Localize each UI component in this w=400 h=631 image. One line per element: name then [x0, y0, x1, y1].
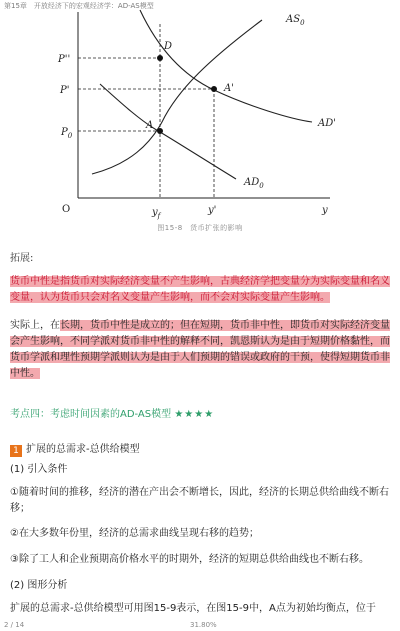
- label-p0-sub: 0: [67, 132, 73, 140]
- neutrality-paragraph: [10, 274, 390, 306]
- label-as0: [285, 14, 305, 27]
- item-conditions-heading: (1) 引入条件: [10, 464, 68, 475]
- ad-as-chart: [0, 4, 400, 224]
- label-ad0-main: AD: [244, 177, 260, 188]
- bottom-bar: [0, 619, 400, 631]
- progress-percent: 31.80%: [190, 621, 217, 629]
- label-p0: [60, 127, 73, 140]
- label-point-a: A: [146, 120, 154, 131]
- label-point-aprime: A': [224, 83, 234, 94]
- label-ad0: [243, 177, 264, 190]
- label-as0-main: AS: [286, 14, 301, 25]
- label-p2: P'': [58, 54, 71, 65]
- short-run-highlight: 长期，货币中性是成立的；但在短期，货币非中性，即货币对实际经济变量会产生影响，不同学派对货币非中性的解释不同，凯恩斯认为是由于短期价格黏性，而货币学派和理性预期学派则认为是由于人们预期的错误或政府的干预，使得短期货币非中性。: [10, 320, 390, 379]
- label-y: y: [322, 205, 328, 216]
- label-yf: [151, 207, 162, 220]
- label-point-d: D: [164, 41, 173, 52]
- label-p0-main: P: [61, 127, 68, 138]
- ad-as-figure: [0, 4, 400, 224]
- item-condition-1: ①随着时间的推移，经济的潜在产出会不断增长，因此，经济的长期总供给曲线不断右移；: [10, 487, 389, 514]
- figure-caption: 图15-8 货币扩张的影响: [157, 224, 243, 232]
- label-yf-main: y: [152, 207, 158, 218]
- curve-adprime: [140, 10, 312, 122]
- label-yf-sub: f: [157, 212, 161, 220]
- item-condition-2: ②在大多数年份里，经济的总需求曲线呈现右移的趋势；: [10, 528, 259, 539]
- point-aprime: [211, 86, 217, 92]
- label-origin: O: [62, 204, 71, 215]
- page-counter: 2 / 14: [4, 621, 25, 629]
- curve-as0: [92, 20, 262, 174]
- axes: [78, 12, 330, 198]
- short-run-prefix: 实际上，在: [10, 320, 60, 331]
- neutrality-highlight: 货币中性是指货币对实际经济变量不产生影响，古典经济学把变量分为实际变量和名义变量，认为货币只会对名义变量产生影响，而不会对实际变量产生影响。: [10, 276, 390, 303]
- label-yprime: y': [208, 205, 217, 216]
- point-d: [157, 55, 163, 61]
- point-a: [157, 128, 163, 134]
- item-graph-text: 扩展的总需求-总供给模型可用图15-9表示，在图15-9中，A点为初始均衡点，位于: [10, 603, 376, 614]
- label-ad0-sub: 0: [259, 182, 264, 190]
- label-as0-sub: 0: [300, 19, 305, 27]
- item-condition-3: ③除了工人和企业预期高价格水平的时期外，经济的短期总供给曲线也不断右移。: [10, 554, 369, 565]
- item-graph-heading: (2) 图形分析: [10, 580, 68, 591]
- key-point-text: 考点四：考虑时间因素的AD-AS模型: [10, 409, 172, 420]
- subsection-heading: [10, 440, 140, 457]
- subsection-heading-text: 扩展的总需求-总供给模型: [26, 444, 140, 455]
- key-point-title: [10, 405, 214, 420]
- curve-ad0: [100, 84, 236, 179]
- extension-label: 拓展:: [10, 253, 34, 264]
- top-bar-text: 第15章 开放经济下的宏观经济学：AD-AS模型: [4, 2, 154, 10]
- star-rating-icon: ★★★★: [174, 409, 215, 420]
- short-run-paragraph: [10, 318, 390, 382]
- number-badge: 1: [10, 445, 22, 457]
- label-p1: P': [60, 85, 70, 96]
- label-adprime: AD': [318, 118, 336, 129]
